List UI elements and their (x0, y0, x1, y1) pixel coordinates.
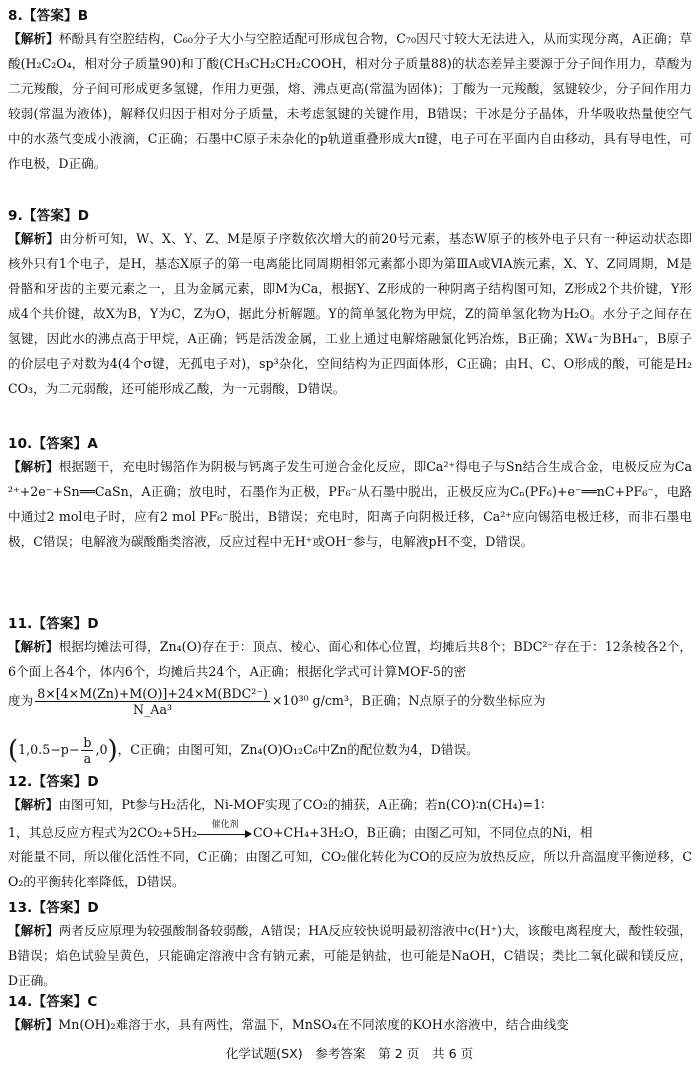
q12-explanation-rest: 对能量不同，所以催化活性不同，C正确；由图乙可知，CO₂催化转化为CO的反应为放热反应，所以升高温度平衡逆移，CO₂的平衡转化率降低，D错误。 (8, 849, 692, 889)
q14-body: Mn(OH)₂难溶于水，具有两性，常温下，MnSO₄在不同浓度的KOH水溶液中，结合曲线变 (58, 1017, 569, 1032)
explanation-tag: 【解析】 (8, 459, 59, 474)
q13-answer: 13.【答案】D (8, 900, 99, 916)
coord-part-b: ,0 (95, 742, 108, 757)
formula-prefix: 度为 (8, 693, 34, 708)
q11-explanation (8, 634, 692, 684)
coord-denominator: a (83, 751, 92, 766)
explanation-tag: 【解析】 (8, 1017, 59, 1032)
q10-body: 根据题干，充电时锡箔作为阴极与钙离子发生可逆合金化反应，即Ca²⁺得电子与Sn结合生成合金，电极反应为Ca²⁺+2e⁻+Sn══CaSn，A正确；放电时，石墨作为正极，PF₆⁻从石墨中脱出，正极反应为Cₙ(PF₆)+e⁻══nC+PF₆⁻，电路中通过2 mol电子时，应有2 mol PF₆⁻脱出，B错误；充电时，阳离子向阴极迁移，Ca²⁺应向锡箔电极迁移，而非石墨电极，C错误；电解液为碳酸酯类溶液，反应过程中无H⁺或OH⁻参与，电解液pH不变，D错误。 (8, 459, 692, 549)
q8-explanation (8, 26, 692, 202)
catalyst-label: 催化剂 (211, 819, 239, 830)
equation-suffix: CO+CH₄+3H₂O，B正确；由图乙可知，不同位点的Ni，相 (252, 825, 593, 840)
q11-answer: 11.【答案】D (8, 616, 99, 632)
q12-explanation (8, 792, 692, 817)
equation-prefix: 1，其总反应方程式为2CO₂+5H₂ (8, 825, 197, 840)
page-footer: 化学试题(SX) 参考答案 第 2 页 共 6 页 (225, 1046, 474, 1061)
q12-answer: 12.【答案】D (8, 774, 99, 790)
density-fraction (35, 686, 270, 717)
explanation-tag: 【解析】 (8, 639, 59, 654)
q11-body-before: 根据均摊法可得，Zn₄(O)存在于：顶点、棱心、面心和体心位置，均摊后共8个；BDC²⁻存在于：12条棱各2个，6个面上各4个，体内6个，均摊后共24个，A正确；根据化学式可计算MOF-5的密 (8, 639, 693, 679)
explanation-tag: 【解析】 (8, 923, 59, 938)
coord-numerator: b (83, 735, 92, 750)
q8-answer: 8.【答案】B (8, 8, 89, 24)
q13-body: 两者反应原理为较强酸制备较弱酸，A错误；HA反应较快说明最初溶液中c(H⁺)大，该酸电离程度大，酸性较强，B错误；焰色试验呈黄色，只能确定溶液中含有钠元素，可能是钠盐，也可能是NaOH，C错误；类比二氧化碳和镁反应，D正确。 (8, 923, 693, 988)
q13-explanation (8, 918, 692, 994)
q14-answer: 14.【答案】C (8, 994, 98, 1010)
coord-part-a: 1,0.5−p− (18, 742, 80, 757)
q8-body: 杯酚具有空腔结构，C₆₀分子大小与空腔适配可形成包合物，C₇₀因尺寸较大无法进入，从而实现分离，A正确；草酸(H₂C₂O₄，相对分子质量90)和丁酸(CH₃CH₂CH₂COOH，相对分子质量88)的状态差异主要源于分子间作用力，草酸为二元羧酸，分子间可形成更多氢键，作用力更强，熔、沸点更高(常温为固体)；丁酸为一元羧酸，氢键较少，分子间作用力较弱(常温为液体)，解释仅归因于相对分子质量，未考虑氢键的关键作用，B错误；干冰是分子晶体，升华吸收热量使空气中的水蒸气变成小液滴，C正确；石墨中C原子未杂化的p轨道重叠形成大π键，电子可在平面内自由移动，具有导电性，可作电极，D正确。 (8, 31, 693, 171)
q10-explanation (8, 454, 692, 604)
q12-equation-line (8, 819, 692, 841)
q10-answer: 10.【答案】A (8, 436, 98, 452)
explanation-tag: 【解析】 (8, 231, 60, 246)
coord-fraction (81, 735, 93, 766)
q12-body-before: 由图可知，Pt参与H₂活化，Ni-MOF实现了CO₂的捕获，A正确；若n(CO)∶n(CH₄)=1∶ (58, 797, 545, 812)
fraction-numerator: 8×[4×M(Zn)+M(O)]+24×M(BDC²⁻) (37, 686, 268, 701)
q9-body: 由分析可知，W、X、Y、Z、M是原子序数依次增大的前20号元素，基态W原子的核外电子只有一种运动状态即核外只有1个电子，是H，基态X原子的第一电离能比同周期相邻元素都小即为第ⅢA或ⅥA族元素，X、Y、Z同周期，M是骨骼和牙齿的主要元素之一，且为金属元素，即M为Ca，根据Y、Z形成的一种阴离子结构图可知，Z形成2个共价键，Y形成4个共价键，故X为B，Y为C，Z为O，据此分析解题。Y的简单氢化物为甲烷，Z的简单氢化物为H₂O。水分子之间存在氢键，因此水的沸点高于甲烷，A正确；钙是活泼金属，工业上通过电解熔融氯化钙冶炼，B正确；XW₄⁻为BH₄⁻，B原子的价层电子对数为4(4个σ键，无孤电子对)，sp³杂化，空间结构为正四面体形，C正确；由H、C、O形成的酸，可能是H₂CO₃，为二元弱酸，还可能形成乙酸，为一元弱酸，D错误。 (8, 231, 693, 396)
q9-explanation (8, 226, 692, 426)
formula-suffix: ×10³⁰ g/cm³，B正确；N点原子的分数坐标应为 (271, 693, 546, 708)
catalyst-arrow (197, 819, 253, 841)
fraction-denominator: N_Aa³ (133, 702, 173, 717)
q11-coordinate-line: (1,0.5−p− $\frac{b}{a}$ ,0)，C正确；由图可知，Zn₄(O)O₁₂C₆中Zn的配位数为4，D错误。 (8, 735, 479, 766)
q14-explanation (8, 1012, 692, 1037)
q11-body-after: ，C正确；由图可知，Zn₄(O)O₁₂C₆中Zn的配位数为4，D错误。 (117, 742, 479, 757)
explanation-tag: 【解析】 (8, 31, 59, 46)
q11-density-formula (8, 686, 692, 717)
explanation-tag: 【解析】 (8, 797, 59, 812)
q9-answer: 9.【答案】D (8, 208, 90, 224)
